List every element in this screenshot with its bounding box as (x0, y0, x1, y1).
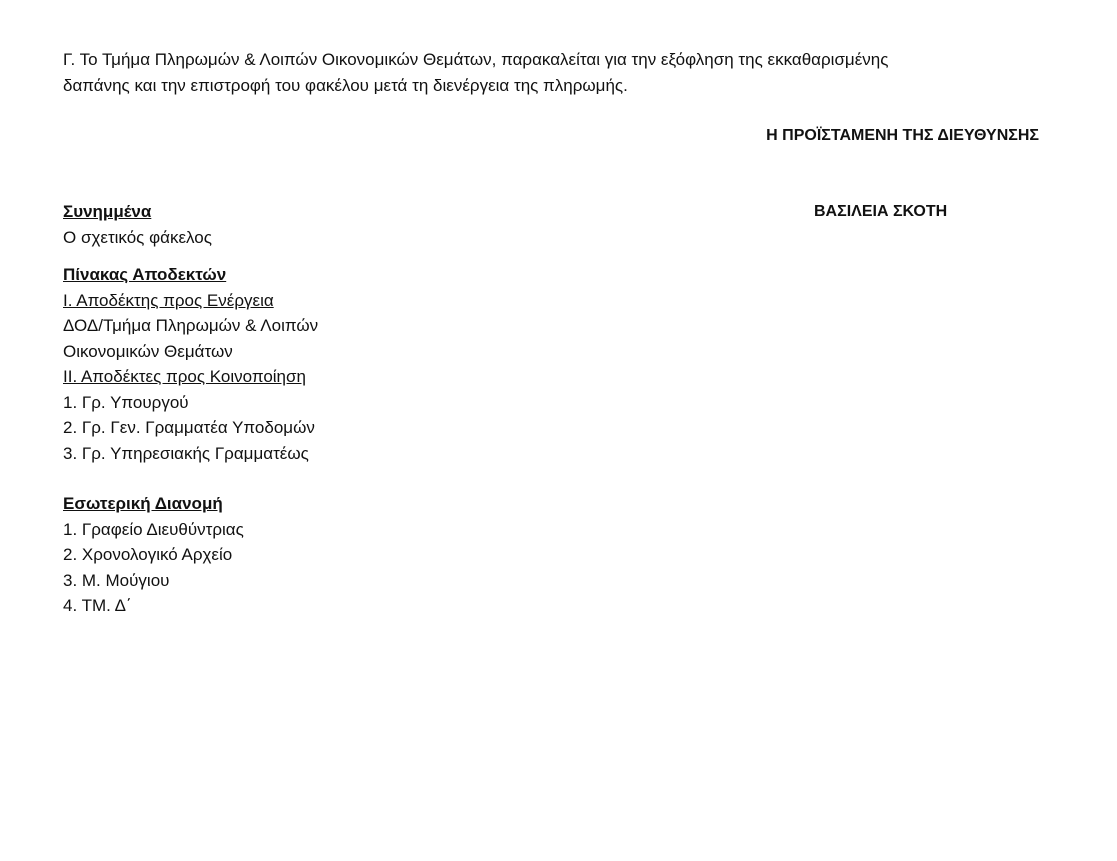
signature-name: ΒΑΣΙΛΕΙΑ ΣΚΟΤΗ (814, 203, 948, 220)
internal-distribution-item: 2. Χρονολογικό Αρχείο (63, 545, 233, 564)
internal-distribution-section (63, 491, 244, 619)
notify-recipients-heading: ΙΙ. Αποδέκτες προς Κοινοποίηση (63, 367, 306, 386)
action-recipient-line: ΔΟΔ/Τμήμα Πληρωμών & Λοιπών (63, 316, 319, 335)
action-recipient-line: Οικονομικών Θεμάτων (63, 341, 233, 361)
instruction-paragraph (63, 47, 1063, 99)
attachments-heading: Συνημμένα (63, 202, 152, 221)
paragraph-line: δαπάνης και την επιστροφή του φακέλου μετά τη διενέργεια της πληρωμής. (63, 76, 628, 95)
internal-distribution-item: 3. Μ. Μούγιου (63, 570, 170, 590)
recipients-heading: Πίνακας Αποδεκτών (63, 265, 227, 284)
internal-distribution-item: 4. ΤΜ. Δ΄ (63, 596, 132, 615)
action-recipient-heading: Ι. Αποδέκτης προς Ενέργεια (63, 290, 274, 310)
attachment-item: Ο σχετικός φάκελος (63, 227, 212, 247)
signature-title: Η ΠΡΟΪΣΤΑΜΕΝΗ ΤΗΣ ΔΙΕΥΘΥΝΣΗΣ (766, 127, 1039, 144)
attachments-section (63, 199, 212, 250)
recipients-section (63, 262, 318, 466)
paragraph-line: Γ. Το Τμήμα Πληρωμών & Λοιπών Οικονομικών Θεμάτων, παρακαλείται για την εξόφληση της εκκαθαρισμένης (63, 50, 889, 69)
internal-distribution-heading: Εσωτερική Διανομή (63, 494, 223, 513)
notify-recipient-item: 1. Γρ. Υπουργού (63, 392, 189, 412)
notify-recipient-item: 3. Γρ. Υπηρεσιακής Γραμματέως (63, 443, 309, 463)
internal-distribution-item: 1. Γραφείο Διευθύντριας (63, 519, 244, 539)
notify-recipient-item: 2. Γρ. Γεν. Γραμματέα Υποδομών (63, 418, 315, 437)
